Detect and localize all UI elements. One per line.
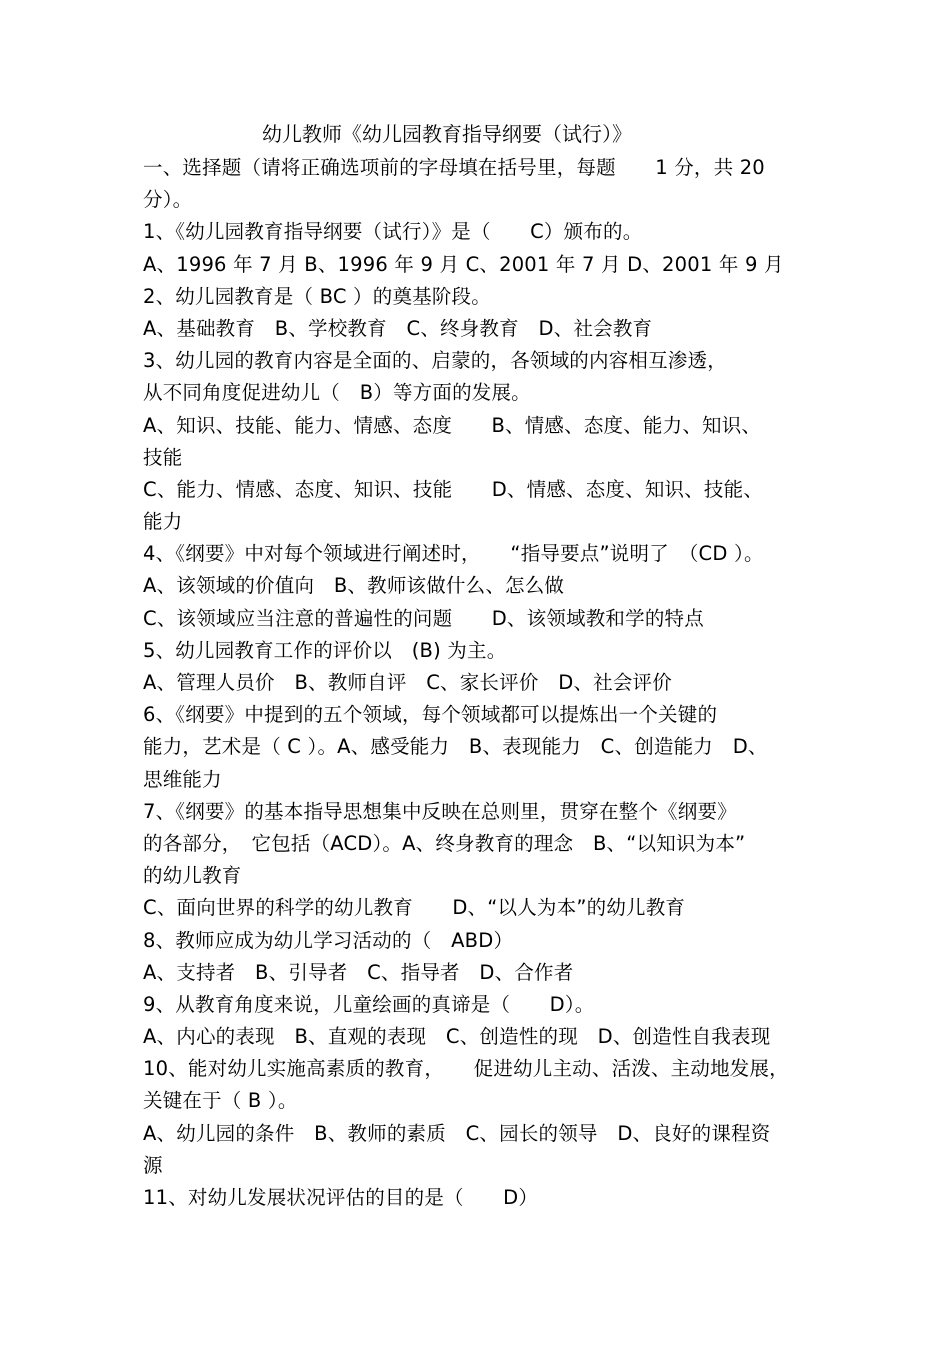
text-line: 11、对幼儿发展状况评估的目的是（ D） bbox=[143, 1186, 539, 1209]
text-line: 的幼儿教育 bbox=[143, 864, 242, 888]
text-line: 2、幼儿园教育是（ BC ）的奠基阶段。 bbox=[143, 284, 491, 308]
text-line: 一、选择题（请将正确选项前的字母填在括号里，每题 1 分，共 20 bbox=[143, 156, 765, 179]
document-body bbox=[143, 152, 813, 1214]
text-line: C、该领域应当注意的普遍性的问题 D、该领域教和学的特点 bbox=[143, 606, 704, 630]
text-line: 思维能力 bbox=[143, 767, 222, 791]
text-line: C、能力、情感、态度、知识、技能 D、情感、态度、知识、技能、 bbox=[143, 477, 764, 501]
text-line: A、支持者 B、引导者 C、指导者 D、合作者 bbox=[143, 960, 574, 984]
text-line: 技能 bbox=[143, 445, 183, 469]
text-line: A、1996 年 7 月 B、1996 年 9 月 C、2001 年 7 月 D、2001 年 9 月 bbox=[143, 252, 784, 276]
text-line: 8、教师应成为幼儿学习活动的（ ABD） bbox=[143, 928, 514, 952]
text-line: 关键在于（ B ）。 bbox=[143, 1089, 298, 1113]
text-line: A、幼儿园的条件 B、教师的素质 C、园长的领导 D、良好的课程资 bbox=[143, 1121, 771, 1145]
text-line: 能力 bbox=[143, 510, 183, 534]
text-line: 10、能对幼儿实施高素质的教育， 促进幼儿主动、活泼、主动地发展， bbox=[143, 1057, 789, 1081]
text-line: C、面向世界的科学的幼儿教育 D、“以人为本”的幼儿教育 bbox=[143, 896, 686, 920]
document-title: 幼儿教师《幼儿园教育指导纲要（试行）》 bbox=[262, 122, 632, 146]
text-line: 5、幼儿园教育工作的评价以 (B) 为主。 bbox=[143, 638, 507, 662]
text-line: 4、《纲要》中对每个领域进行阐述时， “指导要点”说明了 （CD ）。 bbox=[143, 542, 764, 566]
text-line: 源 bbox=[143, 1153, 163, 1177]
text-line: 9、从教育角度来说，儿童绘画的真谛是（ D）。 bbox=[143, 992, 595, 1016]
text-line: 1、《幼儿园教育指导纲要（试行）》是（ C）颁布的。 bbox=[143, 220, 643, 244]
text-line: 能力，艺术是（ C ）。A、感受能力 B、表现能力 C、创造能力 D、 bbox=[143, 735, 768, 759]
text-line: A、知识、技能、能力、情感、态度 B、情感、态度、能力、知识、 bbox=[143, 413, 762, 437]
text-line: A、管理人员价 B、教师自评 C、家长评价 D、社会评价 bbox=[143, 671, 672, 694]
text-line: 7、《纲要》的基本指导思想集中反映在总则里，贯穿在整个《纲要》 bbox=[143, 799, 737, 823]
text-line: 分）。 bbox=[143, 188, 193, 212]
text-line: A、该领域的价值向 B、教师该做什么、怎么做 bbox=[143, 574, 565, 598]
text-line: 6、《纲要》中提到的五个领域，每个领域都可以提炼出一个关键的 bbox=[143, 703, 718, 727]
text-line: 的各部分， 它包括（ACD）。A、终身教育的理念 B、“以知识为本” bbox=[143, 831, 746, 855]
text-line: 3、幼儿园的教育内容是全面的、启蒙的，各领域的内容相互渗透， bbox=[143, 349, 727, 373]
text-line: A、内心的表现 B、直观的表现 C、创造性的现 D、创造性自我表现 bbox=[143, 1025, 771, 1049]
text-line: 从不同角度促进幼儿（ B）等方面的发展。 bbox=[143, 381, 531, 405]
text-line: A、基础教育 B、学校教育 C、终身教育 D、社会教育 bbox=[143, 316, 653, 340]
